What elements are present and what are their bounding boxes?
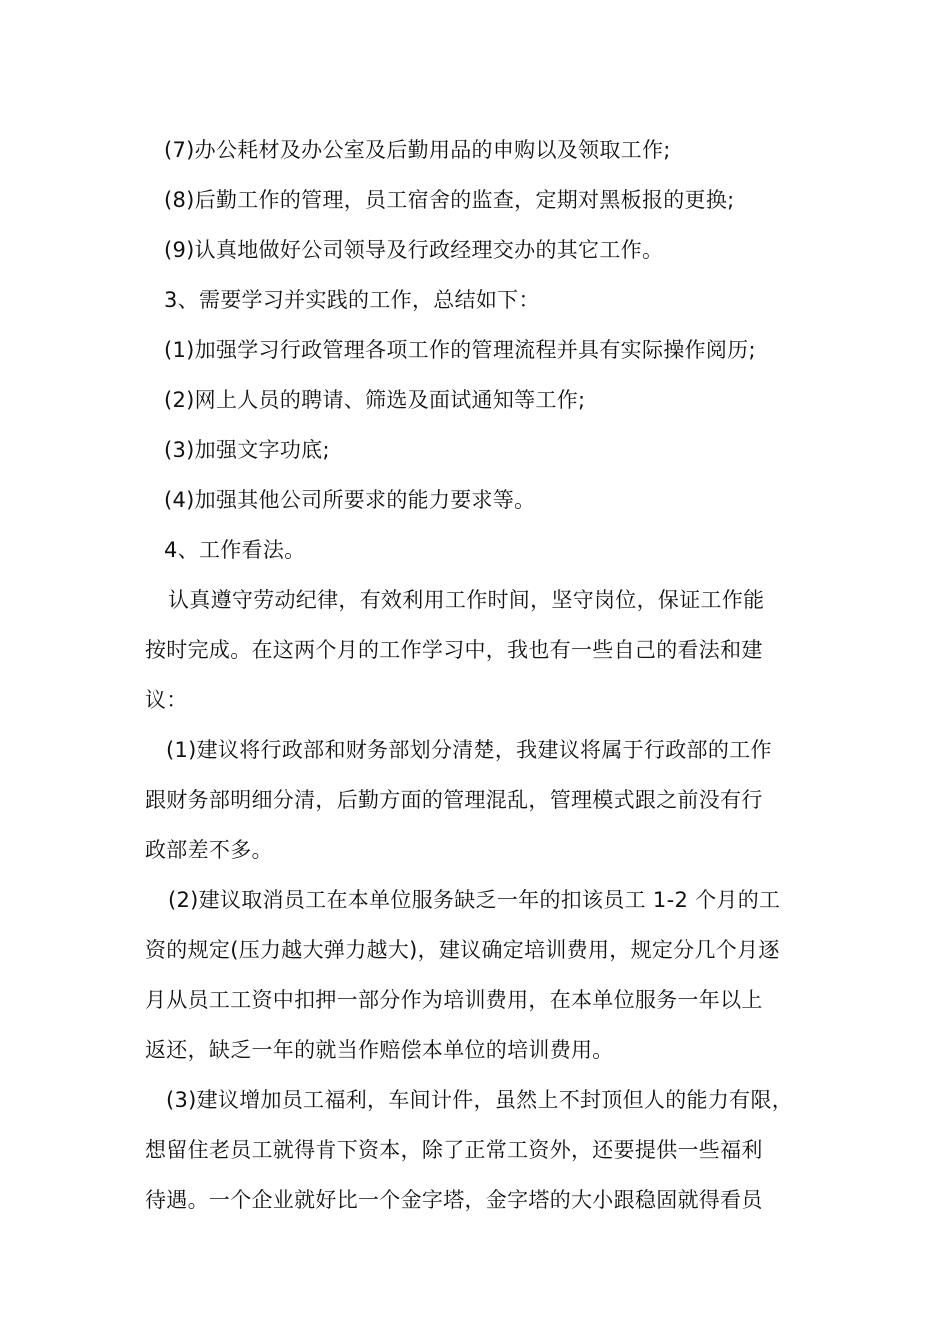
study-item-1: (1)加强学习行政管理各项工作的管理流程并具有实际操作阅历;: [164, 338, 756, 362]
list-item-7: (7)办公耗材及办公室及后勤用品的申购以及领取工作;: [164, 138, 671, 162]
paragraph-2-line-3: 政部差不多。: [145, 838, 273, 862]
study-item-2: (2)网上人员的聘请、筛选及面试通知等工作;: [164, 388, 586, 412]
paragraph-1-line-1: 认真遵守劳动纪律，有效利用工作时间，坚守岗位，保证工作能: [168, 588, 765, 612]
paragraph-3-line-4: 返还，缺乏一年的就当作赔偿本单位的培训费用。: [145, 1038, 614, 1062]
list-item-8: (8)后勤工作的管理，员工宿舍的监查，定期对黑板报的更换;: [164, 188, 735, 212]
list-item-9: (9)认真地做好公司领导及行政经理交办的其它工作。: [164, 238, 664, 262]
paragraph-4-line-1: (3)建议增加员工福利，车间计件，虽然上不封顶但人的能力有限，: [166, 1088, 794, 1112]
paragraph-3-line-3: 月从员工工资中扣押一部分作为培训费用，在本单位服务一年以上: [145, 988, 763, 1012]
paragraph-3-line-1: (2)建议取消员工在本单位服务缺乏一年的扣该员工 1-2 个月的工: [168, 888, 781, 912]
section-4-heading: 4、工作看法。: [164, 538, 306, 562]
study-item-4: (4)加强其他公司所要求的能力要求等。: [164, 488, 536, 512]
paragraph-1-line-2: 按时完成。在这两个月的工作学习中，我也有一些自己的看法和建: [145, 638, 763, 662]
paragraph-3-line-2: 资的规定(压力越大弹力越大)，建议确定培训费用，规定分几个月逐: [145, 938, 780, 962]
paragraph-1-line-3: 议：: [145, 688, 188, 712]
paragraph-2-line-2: 跟财务部明细分清，后勤方面的管理混乱，管理模式跟之前没有行: [145, 788, 763, 812]
paragraph-4-line-2: 想留住老员工就得肯下资本，除了正常工资外，还要提供一些福利: [145, 1138, 763, 1162]
study-item-3: (3)加强文字功底;: [164, 438, 330, 462]
paragraph-4-line-3: 待遇。一个企业就好比一个金字塔，金字塔的大小跟稳固就得看员: [145, 1188, 763, 1212]
paragraph-2-line-1: (1)建议将行政部和财务部划分清楚，我建议将属于行政部的工作: [166, 738, 772, 762]
section-3-heading: 3、需要学习并实践的工作，总结如下：: [164, 288, 540, 312]
